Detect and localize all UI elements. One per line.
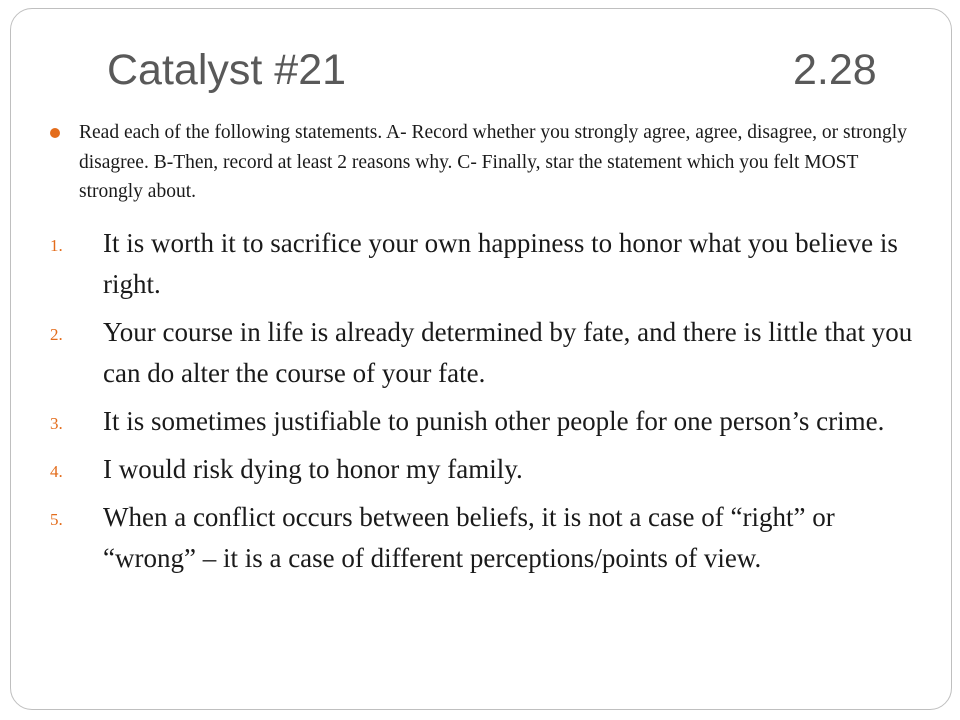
- slide-title: [107, 40, 887, 100]
- statement-text: I would risk dying to honor my family.: [103, 454, 523, 484]
- title-text: Catalyst #21: [107, 46, 347, 94]
- statement-text: It is sometimes justifiable to punish other people for one person’s crime.: [103, 406, 885, 436]
- instructions-paragraph: [50, 118, 912, 207]
- statement-item: [50, 223, 930, 305]
- statement-number: 2.: [50, 325, 63, 344]
- statement-number: 4.: [50, 462, 63, 481]
- instructions-text: Read each of the following statements. A- Record whether you strongly agree, agree, disagree, or strongly disagree. B-Then, record at least 2 reasons why. C- Finally, star the statement which you felt MOST strongly about.: [79, 122, 907, 202]
- statement-item: [50, 401, 930, 442]
- statement-item: [50, 497, 930, 579]
- statement-item: [50, 449, 930, 490]
- statement-text: When a conflict occurs between beliefs, it is not a case of “right” or “wrong” – it is a case of different perceptions/points of view.: [103, 502, 835, 573]
- bullet-dot-icon: [50, 128, 60, 138]
- statement-number: 3.: [50, 414, 63, 433]
- title-date: 2.28: [793, 46, 877, 94]
- statement-number: 5.: [50, 510, 63, 529]
- statement-text: It is worth it to sacrifice your own happiness to honor what you believe is right.: [103, 228, 898, 299]
- statement-item: [50, 312, 930, 394]
- statement-text: Your course in life is already determined by fate, and there is little that you can do alter the course of your fate.: [103, 317, 913, 388]
- statement-number: 1.: [50, 236, 63, 255]
- statement-list: [50, 223, 930, 579]
